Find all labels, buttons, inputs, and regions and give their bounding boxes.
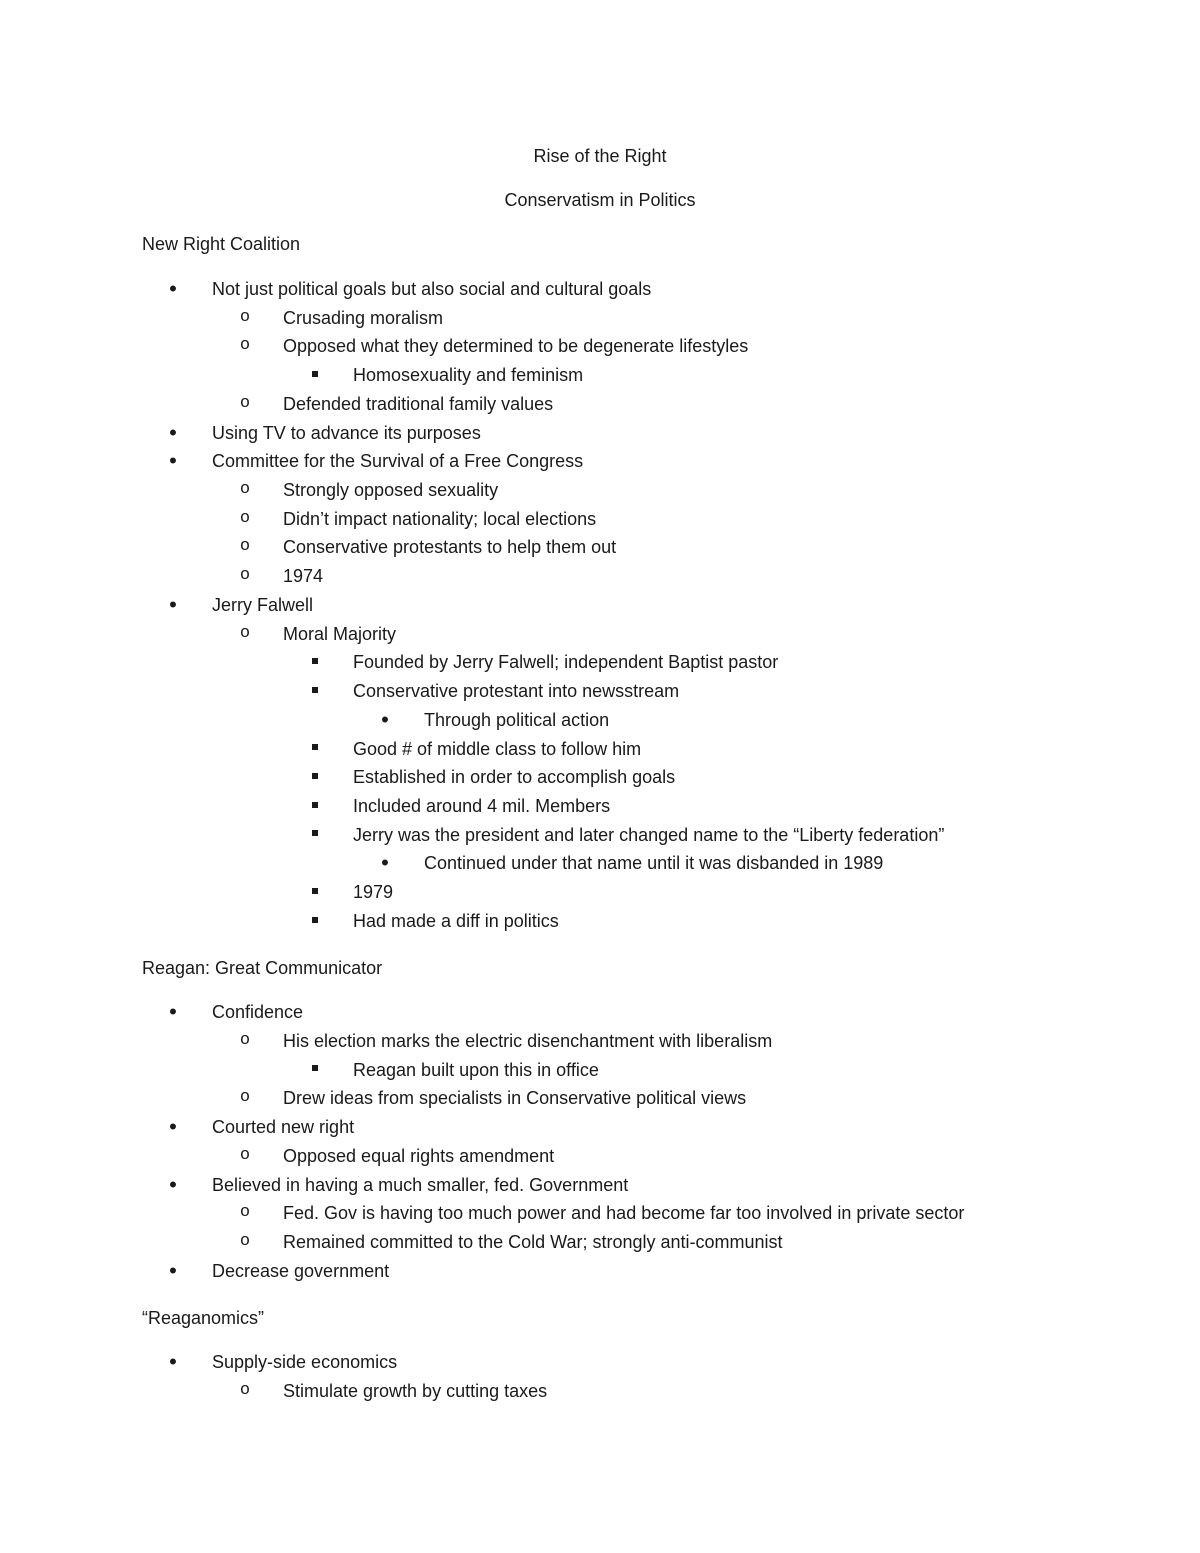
circle-bullet-icon: o <box>239 1203 251 1223</box>
list-item: Good # of middle class to follow him <box>353 738 642 759</box>
list-item: Courted new right <box>212 1117 355 1138</box>
list-item: Confidence <box>212 1002 304 1022</box>
bullet-icon <box>166 421 180 448</box>
square-bullet-icon <box>308 679 322 703</box>
list-item: Conservative protestants to help them out <box>283 537 617 558</box>
list-item: Founded by Jerry Falwell; independent Baptist pastor <box>353 652 779 673</box>
list-item: Conservative protestant into newsstream <box>353 681 680 702</box>
list-item: Stimulate growth by cutting taxes <box>283 1380 548 1401</box>
document-subtitle: Conservatism in Politics <box>504 190 696 210</box>
list-item: Not just political goals but also social and cultural goals <box>212 279 652 299</box>
square-bullet-icon <box>308 737 322 761</box>
bullet-icon <box>378 708 392 735</box>
circle-bullet-icon: o <box>239 537 251 557</box>
square-bullet-icon <box>308 363 322 387</box>
bullet-icon <box>166 1115 180 1142</box>
list-item: 1979 <box>353 882 394 903</box>
square-bullet-icon <box>308 909 322 933</box>
circle-bullet-icon: o <box>239 508 251 528</box>
list-item: Established in order to accomplish goals <box>353 767 676 788</box>
circle-bullet-icon: o <box>239 623 251 643</box>
list-item: Believed in having a much smaller, fed. Government <box>212 1174 629 1195</box>
bullet-icon <box>378 851 392 878</box>
square-bullet-icon <box>308 1058 322 1082</box>
bullet-icon <box>166 1350 180 1377</box>
square-bullet-icon <box>308 880 322 904</box>
list-item: Didn’t impact nationality; local elections <box>283 508 597 529</box>
section-heading: “Reaganomics” <box>142 1308 265 1328</box>
list-item: Defended traditional family values <box>283 393 554 414</box>
circle-bullet-icon: o <box>239 1145 251 1165</box>
document-title: Rise of the Right <box>533 146 667 166</box>
list-item: Through political action <box>424 709 610 730</box>
square-bullet-icon <box>308 650 322 674</box>
bullet-icon <box>166 449 180 476</box>
list-item: Crusading moralism <box>283 307 444 328</box>
bullet-icon <box>166 277 180 304</box>
bullet-icon <box>166 1259 180 1286</box>
list-item: Decrease government <box>212 1260 390 1281</box>
list-item: Fed. Gov is having too much power and had become far too involved in private sector <box>283 1203 965 1224</box>
section-heading: New Right Coalition <box>142 234 301 254</box>
bullet-icon <box>166 593 180 620</box>
list-item: Supply-side economics <box>212 1352 398 1372</box>
square-bullet-icon <box>308 765 322 789</box>
list-item: Reagan built upon this in office <box>353 1059 599 1080</box>
circle-bullet-icon: o <box>239 1380 251 1400</box>
list-item: Homosexuality and feminism <box>353 365 584 386</box>
bullet-icon <box>166 1173 180 1200</box>
list-item: Opposed what they determined to be degenerate lifestyles <box>283 336 749 357</box>
list-item: Opposed equal rights amendment <box>283 1145 555 1166</box>
list-item: Had made a diff in politics <box>353 910 559 931</box>
list-item: Included around 4 mil. Members <box>353 795 611 816</box>
circle-bullet-icon: o <box>239 1232 251 1252</box>
list-item: Continued under that name until it was disbanded in 1989 <box>424 853 884 874</box>
list-item: Committee for the Survival of a Free Congress <box>212 451 584 472</box>
section-heading: Reagan: Great Communicator <box>142 958 383 978</box>
list-item: Remained committed to the Cold War; strongly anti-communist <box>283 1232 783 1253</box>
circle-bullet-icon: o <box>239 336 251 356</box>
circle-bullet-icon: o <box>239 393 251 413</box>
circle-bullet-icon: o <box>239 1030 251 1050</box>
circle-bullet-icon: o <box>239 480 251 500</box>
list-item: Drew ideas from specialists in Conservative political views <box>283 1088 747 1109</box>
list-item: Moral Majority <box>283 623 397 644</box>
list-item: His election marks the electric disenchantment with liberalism <box>283 1030 773 1051</box>
square-bullet-icon <box>308 823 322 847</box>
list-item: Strongly opposed sexuality <box>283 480 499 501</box>
list-item: Using TV to advance its purposes <box>212 422 481 443</box>
bullet-icon <box>166 1000 180 1027</box>
list-item: Jerry was the president and later changed name to the “Liberty federation” <box>353 824 945 845</box>
circle-bullet-icon: o <box>239 1088 251 1108</box>
list-item: 1974 <box>283 566 324 587</box>
square-bullet-icon <box>308 794 322 818</box>
circle-bullet-icon: o <box>239 566 251 586</box>
list-item: Jerry Falwell <box>212 594 314 615</box>
circle-bullet-icon: o <box>239 307 251 327</box>
